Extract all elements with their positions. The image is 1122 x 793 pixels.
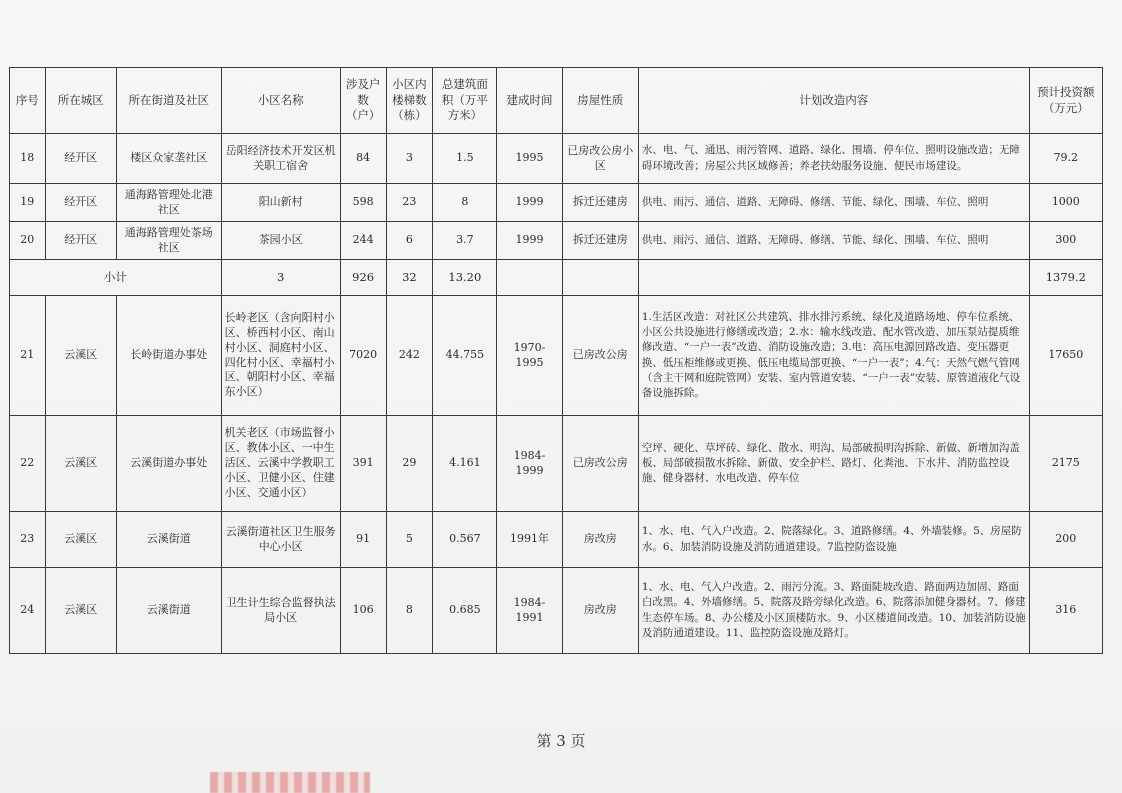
subtotal-empty <box>497 260 562 296</box>
subtotal-buildings: 32 <box>386 260 433 296</box>
header-households: 涉及户数（户） <box>340 68 386 134</box>
header-row <box>10 68 1103 134</box>
cell-street: 长岭街道办事处 <box>116 296 221 416</box>
cell-nature: 已房改公房 <box>562 296 638 416</box>
cell-seq: 18 <box>10 134 46 184</box>
header-invest: 预计投资额（万元） <box>1029 68 1102 134</box>
cell-invest: 300 <box>1029 222 1102 260</box>
renovation-plan-table <box>9 67 1103 654</box>
cell-built: 1999 <box>497 184 562 222</box>
cell-name: 卫生计生综合监督执法局小区 <box>221 568 340 654</box>
cell-area: 8 <box>433 184 497 222</box>
header-seq: 序号 <box>10 68 46 134</box>
table-row <box>10 568 1103 654</box>
cell-households: 7020 <box>340 296 386 416</box>
header-street: 所在街道及社区 <box>116 68 221 134</box>
cell-area: 0.685 <box>433 568 497 654</box>
cell-invest: 79.2 <box>1029 134 1102 184</box>
cell-buildings: 242 <box>386 296 433 416</box>
subtotal-empty <box>638 260 1029 296</box>
cell-seq: 24 <box>10 568 46 654</box>
cell-seq: 19 <box>10 184 46 222</box>
table-row <box>10 416 1103 512</box>
cell-district: 经开区 <box>45 134 116 184</box>
cell-area: 1.5 <box>433 134 497 184</box>
subtotal-households: 926 <box>340 260 386 296</box>
cell-seq: 21 <box>10 296 46 416</box>
cell-street: 通海路管理处茶场社区 <box>116 222 221 260</box>
cell-street: 云溪街道 <box>116 568 221 654</box>
table-row <box>10 134 1103 184</box>
cell-households: 244 <box>340 222 386 260</box>
cell-plan: 1、水、电、气入户改造。2、雨污分流。3、路面陡坡改造、路面两边加固、路面白改黑。4、外墙修缮。5、院落及路旁绿化改造。6、院落添加健身器材。7、修建生态停车场。8、办公楼及小区顶楼防水。9、小区楼道间改造。10、加装消防设施及消防通道建设。11、监控防盗设施及路灯。 <box>638 568 1029 654</box>
cell-households: 91 <box>340 512 386 568</box>
cell-seq: 22 <box>10 416 46 512</box>
cell-name: 机关老区（市场监督小区、教体小区、一中生活区、云溪中学教职工小区、卫健小区、住建小区、交通小区） <box>221 416 340 512</box>
subtotal-area: 13.20 <box>433 260 497 296</box>
subtotal-row <box>10 260 1103 296</box>
subtotal-invest: 1379.2 <box>1029 260 1102 296</box>
cell-households: 598 <box>340 184 386 222</box>
cell-nature: 已房改公房小区 <box>562 134 638 184</box>
cell-area: 0.567 <box>433 512 497 568</box>
cell-nature: 拆迁还建房 <box>562 222 638 260</box>
cell-nature: 房改房 <box>562 512 638 568</box>
cell-buildings: 5 <box>386 512 433 568</box>
cell-area: 4.161 <box>433 416 497 512</box>
table-row <box>10 184 1103 222</box>
red-seal-stamp <box>210 772 370 793</box>
cell-built: 1999 <box>497 222 562 260</box>
cell-plan: 空坪、硬化、草坪砖、绿化、散水、明沟、局部破损明沟拆除、新做、新增加沟盖板、局部破损散水拆除、新做、安全护栏、路灯、化粪池、下水井、消防监控设施、健身器材、水电改造、停车位 <box>638 416 1029 512</box>
cell-households: 391 <box>340 416 386 512</box>
header-nature: 房屋性质 <box>562 68 638 134</box>
cell-invest: 200 <box>1029 512 1102 568</box>
cell-name: 茶园小区 <box>221 222 340 260</box>
cell-invest: 1000 <box>1029 184 1102 222</box>
header-name: 小区名称 <box>221 68 340 134</box>
cell-invest: 2175 <box>1029 416 1102 512</box>
cell-district: 经开区 <box>45 184 116 222</box>
cell-street: 楼区众家垄社区 <box>116 134 221 184</box>
header-plan: 计划改造内容 <box>638 68 1029 134</box>
cell-district: 云溪区 <box>45 416 116 512</box>
cell-buildings: 23 <box>386 184 433 222</box>
subtotal-empty <box>562 260 638 296</box>
cell-nature: 已房改公房 <box>562 416 638 512</box>
cell-seq: 23 <box>10 512 46 568</box>
cell-plan: 供电、雨污、通信、道路、无障碍、修缮、节能、绿化、围墙、车位、照明 <box>638 222 1029 260</box>
header-built: 建成时间 <box>497 68 562 134</box>
cell-built: 1991年 <box>497 512 562 568</box>
table-row <box>10 296 1103 416</box>
cell-invest: 316 <box>1029 568 1102 654</box>
cell-district: 经开区 <box>45 222 116 260</box>
subtotal-count: 3 <box>221 260 340 296</box>
cell-built: 1984-1991 <box>497 568 562 654</box>
cell-plan: 1、水、电、气入户改造。2、院落绿化。3、道路修缮。4、外墙装修。5、房屋防水。6、加装消防设施及消防通道建设。7监控防盗设施 <box>638 512 1029 568</box>
header-area: 总建筑面积（万平方米） <box>433 68 497 134</box>
cell-buildings: 8 <box>386 568 433 654</box>
cell-households: 106 <box>340 568 386 654</box>
cell-name: 长岭老区（含向阳村小区、桥西村小区、南山村小区、洞庭村小区、四化村小区、幸福村小区、朝阳村小区、幸福东小区） <box>221 296 340 416</box>
cell-district: 云溪区 <box>45 568 116 654</box>
cell-plan: 供电、雨污、通信、道路、无障碍、修缮、节能、绿化、围墙、车位、照明 <box>638 184 1029 222</box>
header-buildings: 小区内楼梯数（栋） <box>386 68 433 134</box>
cell-buildings: 3 <box>386 134 433 184</box>
table-row <box>10 512 1103 568</box>
subtotal-label: 小计 <box>10 260 222 296</box>
cell-invest: 17650 <box>1029 296 1102 416</box>
cell-area: 44.755 <box>433 296 497 416</box>
cell-buildings: 29 <box>386 416 433 512</box>
cell-district: 云溪区 <box>45 512 116 568</box>
cell-name: 阳山新村 <box>221 184 340 222</box>
cell-plan: 1.生活区改造：对社区公共建筑、排水排污系统、绿化及道路场地、停车位系统、小区公共设施进行修缮或改造；2.水：输水线改造、配水管改造、加压泵站提质维修改造、“一户一表”改造、消防设施改造；3.电：高压电源回路改造、变压器更换、低压柜维修或更换、低压电缆局部更换、“一户一表”；4.气：天然气燃气管网（含主干网和庭院管网）安装、室内管道安装、“一户一表”安装、原管道液化气设备设施拆除。 <box>638 296 1029 416</box>
table-row <box>10 222 1103 260</box>
cell-street: 云溪街道办事处 <box>116 416 221 512</box>
cell-plan: 水、电、气、通迅、雨污管网、道路、绿化、围墙、停车位、照明设施改造；无障碍环境改善；房屋公共区域修善；养老扶幼服务设施、便民市场建设。 <box>638 134 1029 184</box>
cell-seq: 20 <box>10 222 46 260</box>
cell-buildings: 6 <box>386 222 433 260</box>
cell-nature: 拆迁还建房 <box>562 184 638 222</box>
cell-built: 1970-1995 <box>497 296 562 416</box>
page-number: 第 3 页 <box>536 732 586 750</box>
cell-name: 岳阳经济技术开发区机关职工宿舍 <box>221 134 340 184</box>
cell-built: 1995 <box>497 134 562 184</box>
cell-built: 1984-1999 <box>497 416 562 512</box>
cell-street: 云溪街道 <box>116 512 221 568</box>
cell-street: 通海路管理处北港社区 <box>116 184 221 222</box>
cell-households: 84 <box>340 134 386 184</box>
cell-nature: 房改房 <box>562 568 638 654</box>
header-district: 所在城区 <box>45 68 116 134</box>
cell-district: 云溪区 <box>45 296 116 416</box>
cell-name: 云溪街道社区卫生服务中心小区 <box>221 512 340 568</box>
cell-area: 3.7 <box>433 222 497 260</box>
